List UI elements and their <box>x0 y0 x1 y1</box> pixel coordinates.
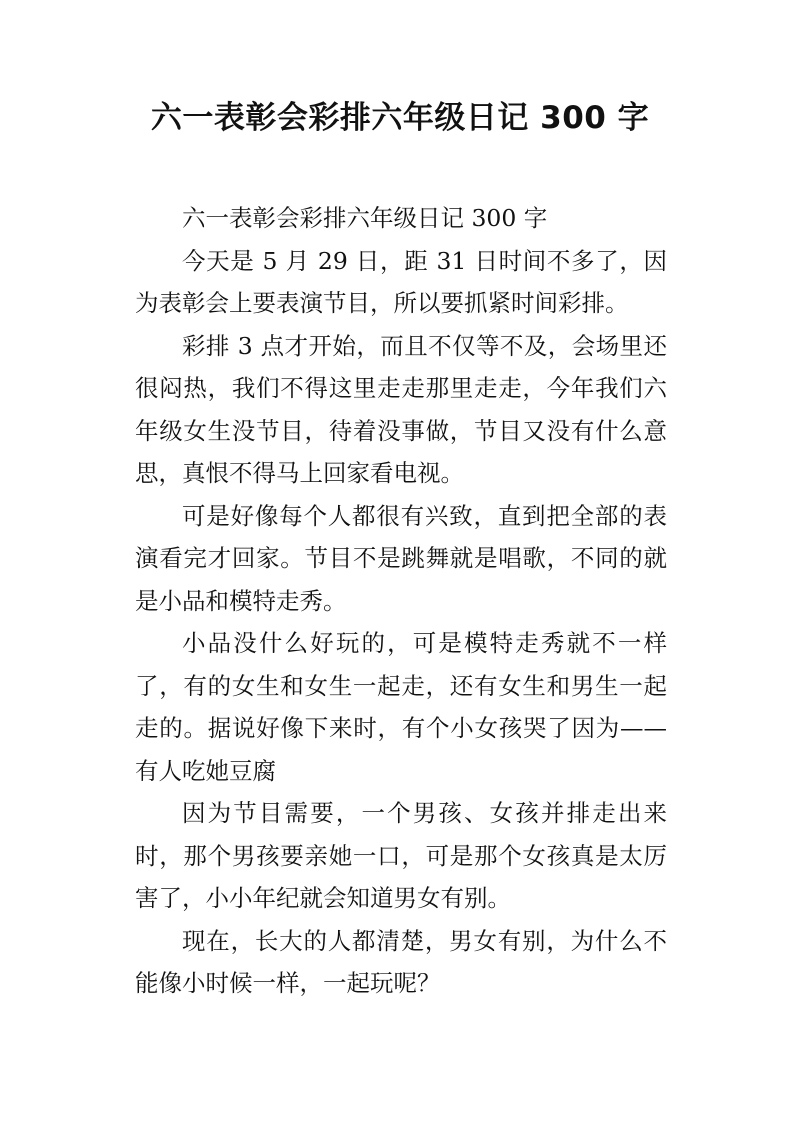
paragraph-subtitle: 六一表彰会彩排六年级日记 300 字 <box>182 204 548 232</box>
document-title: 六一表彰会彩排六年级日记 300 字 <box>150 100 650 136</box>
paragraph-5: 因为节目需要，一个男孩、女孩并排走出来时，那个男孩要亲她一口，可是那个女孩真是太厉害了，小小年纪就会知道男女有别。 <box>135 799 667 912</box>
paragraph-1: 今天是 5 月 29 日，距 31 日时间不多了，因为表彰会上要表演节目，所以要抓紧时间彩排。 <box>135 246 667 317</box>
paragraph-6: 现在，长大的人都清楚，男女有别，为什么不能像小时候一样，一起玩呢？ <box>135 926 667 997</box>
paragraph-4: 小品没什么好玩的，可是模特走秀就不一样了，有的女生和女生一起走，还有女生和男生一起走的。据说好像下来时，有个小女孩哭了因为——有人吃她豆腐 <box>135 629 667 785</box>
paragraph-3: 可是好像每个人都很有兴致，直到把全部的表演看完才回家。节目不是跳舞就是唱歌，不同的就是小品和模特走秀。 <box>135 501 667 615</box>
paragraph-2: 彩排 3 点才开始，而且不仅等不及，会场里还很闷热，我们不得这里走走那里走走，今年我们六年级女生没节目，待着没事做，节目又没有什么意思，真恨不得马上回家看电视。 <box>135 331 667 487</box>
document-body <box>135 197 667 1005</box>
